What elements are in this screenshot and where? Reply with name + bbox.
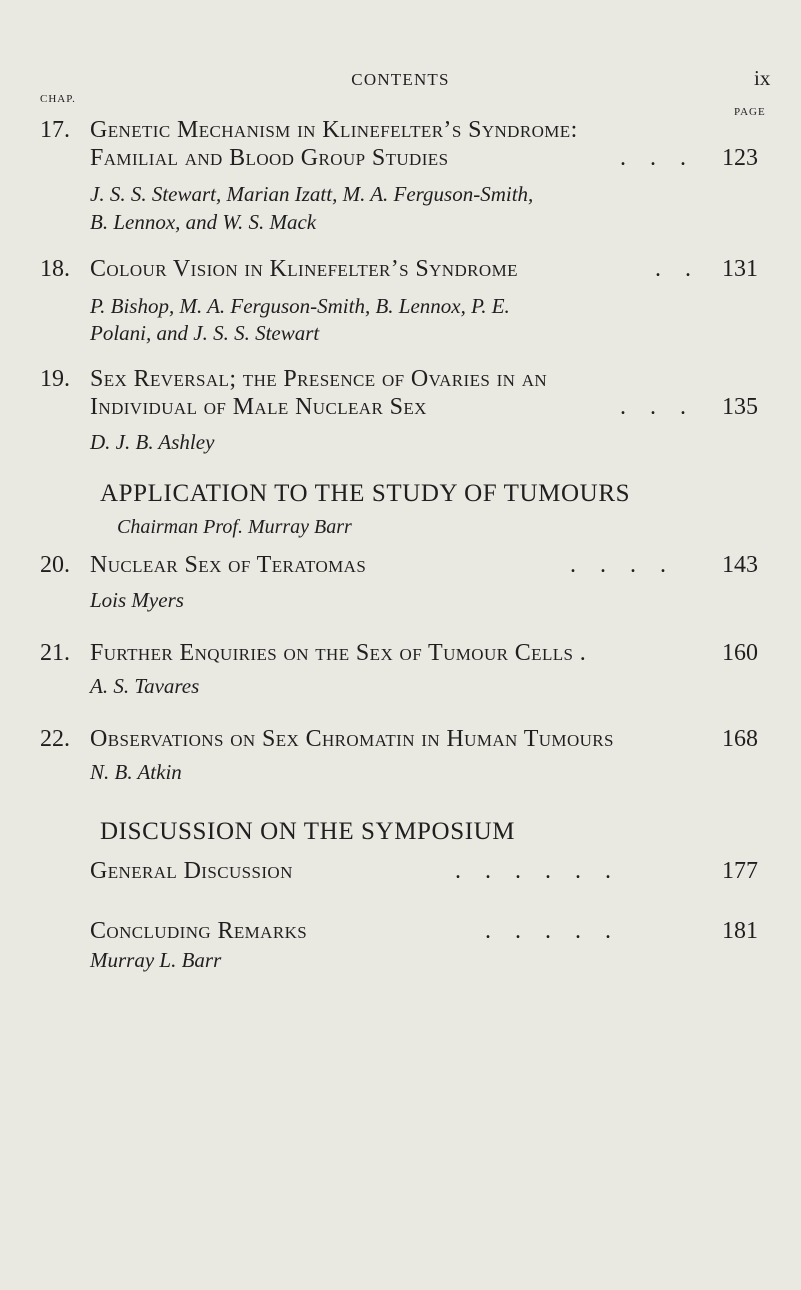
author-line: N. B. Atkin (90, 760, 182, 784)
chapter-number: 18. (40, 256, 70, 282)
chapter-number: 22. (40, 726, 70, 752)
page-column-label: PAGE (734, 106, 766, 118)
chapter-title-line: Further Enquiries on the Sex of Tumour Cells . (90, 640, 587, 666)
page-number: 131 (722, 256, 758, 282)
author-line: Polani, and J. S. S. Stewart (90, 321, 320, 345)
page-number: 160 (722, 640, 758, 666)
chapter-title-line: Genetic Mechanism in Klinefelter’s Syndrome: (90, 117, 578, 143)
dot-leader: . . . . (570, 552, 666, 578)
page-number: 177 (722, 858, 758, 884)
author-line: P. Bishop, M. A. Ferguson-Smith, B. Lennox, P. E. (90, 294, 510, 318)
author-line: J. S. S. Stewart, Marian Izatt, M. A. Ferguson-Smith, (90, 182, 534, 206)
section-heading-application: APPLICATION TO THE STUDY OF TUMOURS (100, 480, 631, 507)
author-line: Lois Myers (90, 588, 184, 612)
section-heading-discussion: DISCUSSION ON THE SYMPOSIUM (100, 818, 516, 845)
author-line: Murray L. Barr (90, 948, 222, 972)
page-folio: ix (754, 66, 771, 90)
page-number: 143 (722, 552, 758, 578)
entry-title: General Discussion (90, 858, 293, 884)
chapter-number: 20. (40, 552, 70, 578)
chapter-number: 19. (40, 366, 70, 392)
author-line: A. S. Tavares (90, 674, 200, 698)
chapter-title-line: Familial and Blood Group Studies (90, 145, 449, 171)
author-line: D. J. B. Ashley (90, 430, 215, 454)
dot-leader: . . . (620, 394, 686, 420)
chapter-number: 17. (40, 117, 70, 143)
page-number: 123 (722, 145, 758, 171)
entry-title: Concluding Remarks (90, 918, 308, 944)
chapter-title-line: Observations on Sex Chromatin in Human Tumours (90, 726, 614, 752)
chapter-number: 21. (40, 640, 70, 666)
chapter-title-line: Nuclear Sex of Teratomas (90, 552, 367, 578)
author-line: B. Lennox, and W. S. Mack (90, 210, 317, 234)
page-number: 181 (722, 918, 758, 944)
chap-column-label: CHAP. (40, 93, 76, 105)
dot-leader: . . . . . . (455, 858, 611, 884)
dot-leader: . . . (620, 145, 686, 171)
running-title: CONTENTS (351, 70, 450, 89)
page-number: 135 (722, 394, 758, 420)
page-number: 168 (722, 726, 758, 752)
section-chairman: Chairman Prof. Murray Barr (117, 516, 352, 538)
dot-leader: . . (655, 256, 691, 282)
chapter-title-line: Individual of Male Nuclear Sex (90, 394, 427, 420)
dot-leader: . . . . . (485, 918, 611, 944)
chapter-title-line: Colour Vision in Klinefelter’s Syndrome (90, 256, 518, 282)
chapter-title-line: Sex Reversal; the Presence of Ovaries in an (90, 366, 548, 392)
